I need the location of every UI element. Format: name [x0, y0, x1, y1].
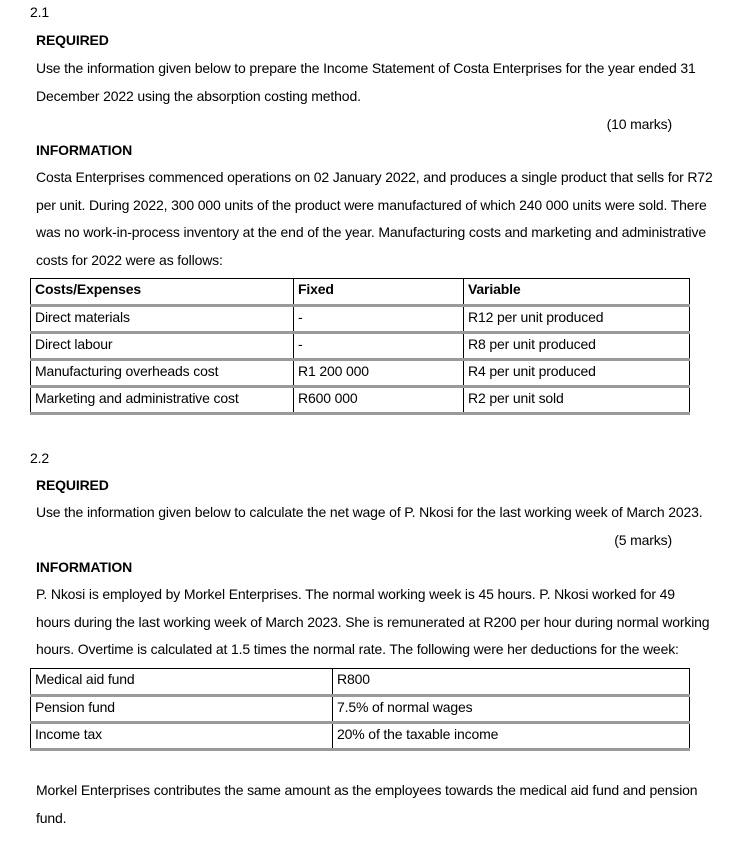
table-row: [31, 696, 690, 723]
table-cell: R800: [333, 669, 690, 696]
table-cell: Medical aid fund: [31, 669, 333, 696]
information-heading-2-1: INFORMATION: [36, 142, 133, 158]
table-cell: R1 200 000: [294, 360, 464, 387]
table-row: [31, 669, 690, 696]
required-line: Use the information given below to calculate the net wage of P. Nkosi for the last working week of March 2023.: [36, 504, 703, 520]
table-cell: Direct materials: [31, 306, 294, 333]
info-line: Costa Enterprises commenced operations on 02 January 2022, and produces a single product that sells for R72: [36, 169, 713, 185]
marks-2-1: (10 marks): [606, 116, 672, 132]
table-cell: Manufacturing overheads cost: [31, 360, 294, 387]
table-cell: R4 per unit produced: [464, 360, 690, 387]
info-line: per unit. During 2022, 300 000 units of the product were manufactured of which 240 000 units were sold. There: [36, 196, 707, 213]
fixed-header-cell: Fixed: [294, 279, 464, 306]
info-line: hours during the last working week of March 2023. She is remunerated at R200 per hour during normal working: [36, 613, 710, 630]
required-text-2-2: [36, 499, 703, 527]
required-line: Use the information given below to prepare the Income Statement of Costa Enterprises for the year ended 31: [36, 60, 696, 76]
marks-2-2: (5 marks): [614, 532, 672, 548]
info-line: hours. Overtime is calculated at 1.5 times the normal rate. The following were her deductions for the week:: [36, 641, 679, 657]
table-cell: Direct labour: [31, 333, 294, 360]
costs-table-header-row: [31, 279, 690, 306]
question-number-2-1: 2.1: [30, 4, 50, 20]
table-cell: Pension fund: [31, 696, 333, 723]
table-cell: R8 per unit produced: [464, 333, 690, 360]
footer-line: Morkel Enterprises contributes the same amount as the employees towards the medical aid fund and pension: [36, 782, 698, 798]
table-cell: 20% of the taxable income: [333, 723, 690, 750]
table-row: [31, 723, 690, 750]
table-row: [31, 360, 690, 387]
table-cell: R2 per unit sold: [464, 387, 690, 414]
information-heading-2-2: INFORMATION: [36, 559, 133, 575]
info-line: P. Nkosi is employed by Morkel Enterprises. The normal working week is 45 hours. P. Nkosi worked for 49: [36, 586, 675, 602]
costs-table: [30, 278, 690, 415]
table-row: [31, 387, 690, 414]
footer-text-2-2: [36, 777, 697, 832]
required-line: December 2022 using the absorption costing method.: [36, 87, 361, 104]
information-text-2-2: [36, 581, 709, 664]
footer-line: fund.: [36, 809, 67, 826]
table-cell: 7.5% of normal wages: [333, 696, 690, 723]
table-cell: Income tax: [31, 723, 333, 750]
info-line: was no work-in-process inventory at the end of the year. Manufacturing costs and marketing and administrative: [36, 224, 706, 240]
table-row: [31, 306, 690, 333]
table-cell: Marketing and administrative cost: [31, 387, 294, 414]
table-row: [31, 333, 690, 360]
required-heading-2-1: REQUIRED: [36, 32, 109, 48]
table-cell: R12 per unit produced: [464, 306, 690, 333]
costs-header-cell: Costs/Expenses: [31, 279, 294, 306]
required-heading-2-2: REQUIRED: [36, 477, 109, 493]
question-number-2-2: 2.2: [30, 450, 50, 466]
deductions-table: [30, 668, 690, 751]
required-text-2-1: [36, 55, 696, 110]
information-text-2-1: [36, 164, 713, 274]
table-cell: R600 000: [294, 387, 464, 414]
table-cell: -: [294, 333, 464, 360]
variable-header-cell: Variable: [464, 279, 690, 306]
table-cell: -: [294, 306, 464, 333]
info-line: costs for 2022 were as follows:: [36, 251, 223, 268]
